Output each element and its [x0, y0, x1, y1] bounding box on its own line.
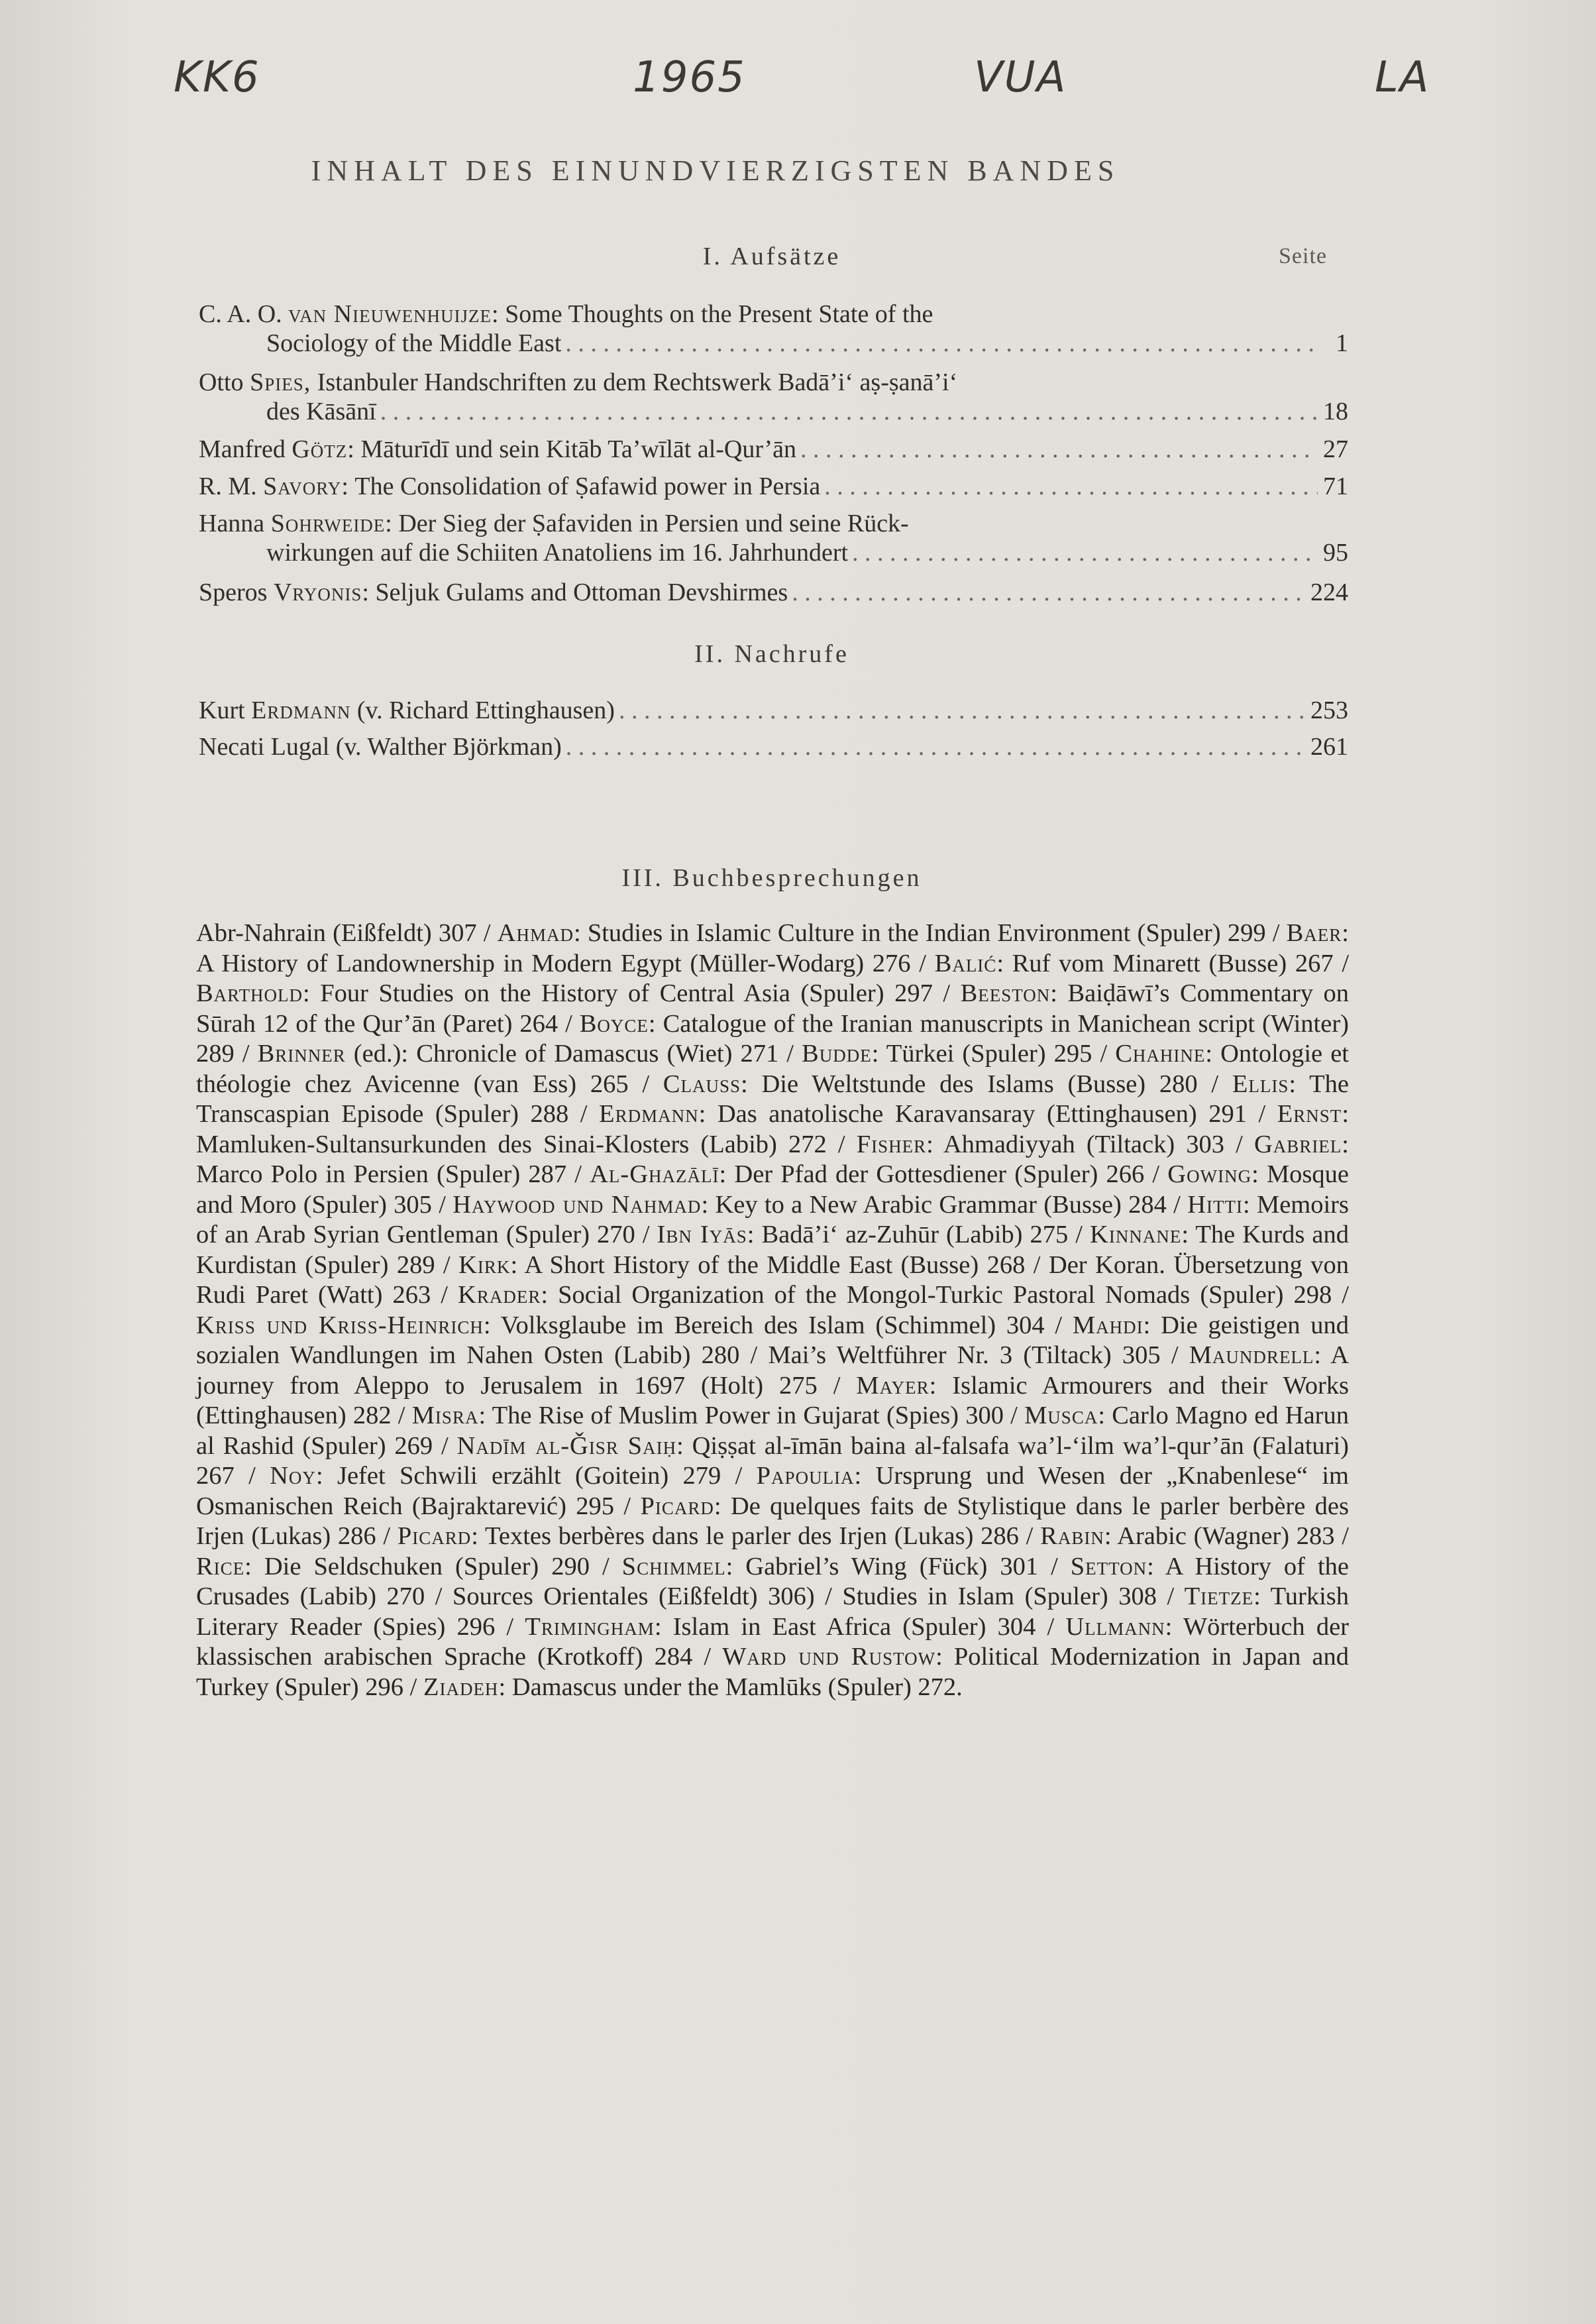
handwritten-mark-3: VUA: [974, 53, 1067, 102]
review-entry: Nadīm al-Ǧisr Saiḥ: Qiṣṣat al-īmān baina al-falsafa wa’l-‘ilm wa’l-qur’ān (Falaturi) 267: [196, 1431, 1349, 1490]
handwritten-mark-1: KK6: [174, 53, 260, 102]
review-text: Social Organization of the Mongol-Turkic Pastoral Nomads (Spuler) 298: [558, 1281, 1332, 1309]
review-text: A Short History of the Middle East (Busse) 268: [524, 1250, 1026, 1279]
handwritten-mark-2: 1965: [633, 53, 746, 102]
review-entry: Ahmad: Studies in Islamic Culture in the Indian Environment (Spuler) 299: [497, 919, 1266, 947]
review-entry: Noy: Jefet Schwili erzählt (Goitein) 279: [270, 1462, 721, 1490]
review-text: Four Studies on the History of Central Asia (Spuler) 297: [320, 979, 933, 1007]
review-entry: Setton: A History of the Crusades (Labib) 270: [196, 1552, 1350, 1610]
review-author: Mayer: [856, 1371, 930, 1400]
review-entry: Clauss: Die Weltstunde des Islams (Busse) 280: [663, 1070, 1198, 1098]
toc-entry: Hanna Sohrweide : Der Sieg der Ṣafaviden in Persien und seine Rück- wirkungen auf die Schiiten Anatoliens im 16. Jahrhundert . . . 95: [199, 509, 1348, 567]
review-author: Misra: [411, 1402, 479, 1429]
review-text: Badā’i‘ az-Zuhūr (Labib) 275: [761, 1221, 1069, 1248]
review-text: Ursprung und Wesen der „Knabenlese“ im Osmanischen Reich (Bajraktarević) 295: [196, 1462, 1349, 1520]
review-author: Hitti: [1187, 1190, 1243, 1219]
review-author: Boyce: [579, 1009, 649, 1038]
review-entry: Kriss und Kriss-Heinrich: Volksglaube im Bereich des Islam (Schimmel) 304: [196, 1311, 1045, 1339]
review-text: Catalogue of the Iranian manuscripts in Manichean script (Winter) 289: [196, 1009, 1349, 1068]
review-text: Die Weltstunde des Islams (Busse) 280: [761, 1070, 1198, 1098]
review-entry: Balić: Ruf vom Minarett (Busse) 267: [934, 949, 1334, 977]
review-text: Sources Orientales (Eißfeldt) 306): [452, 1582, 815, 1610]
review-author: Kirk: [458, 1250, 511, 1279]
review-text: Mamluken-Sultansurkunden des Sinai-Klosters (Labib) 272: [196, 1130, 827, 1158]
review-text: Volksglaube im Bereich des Islam (Schimmel) 304: [500, 1311, 1045, 1339]
review-text: Der Pfad der Gottesdiener (Spuler) 266: [734, 1160, 1145, 1188]
review-entry: Papoulia: Ursprung und Wesen der „Knabenlese“ im Osmanischen Reich (Bajraktarević) 295: [196, 1462, 1349, 1520]
review-text: De quelques faits de Stylistique dans le parler berbère des Irjen (Lukas) 286: [196, 1492, 1349, 1550]
book-reviews-paragraph: Abr-Nahrain (Eißfeldt) 307 / Ahmad: Studies in Islamic Culture in the Indian Environment (Spuler) 299 / Baer: A History of Landownership in Modern Egypt (Müller-Wodarg) 276 / Balić: Ruf vom Minarett (Busse) 267 / Barthold: Four Studies on the History of Central Asia (Spuler) 297 / Beeston: Baiḍāwī’s Commentary on Sūrah 12 of the Qur’ān (Paret) 264 / Boyce: Catalogue of the Iranian manuscripts in Manichean script (Winter) 289 / Brinner (ed.): Chronicle of Damascus (Wiet) 271 / Budde: Türkei (Spuler) 295 / Chahine: Ontologie et théologie chez Avicenne (van Ess) 265 / Clauss: Die Weltstunde des Islams (Busse) 280 / Ellis: The Transcaspian Episode (Spuler) 288 / Erdmann: Das anatolische Karavansaray (Ettinghausen) 291 / Ernst: Mamluken-Sultansurkunden des Sinai-Klosters (Labib) 272 / Fisher: Ahmadiyyah (Tiltack) 303 / Gabriel: Marco Polo in Persien (Spuler) 287 / Al-Ghazālī: Der Pfad der Gottesdiener (Spuler) 266 / Gowing: Mosque and Moro (Spuler) 305 / Haywood und Nahmad: Key to a New Arabic Grammar (Busse) 284 / Hitti: Memoirs of an Arab Syrian Gentleman (Spuler) 270 / Ibn Iyās: Badā’i‘ az-Zuhūr (Labib) 275 / Kinnane: The Kurds and Kurdistan (Spuler) 289 / Kirk: A Short History of the Middle East (Busse) 268 / Der Koran. Übersetzung von Rudi Paret (Watt) 263 / Krader: Social Organization of the Mongol-Turkic Pastoral Nomads (Spuler) 298 / Kriss und Kriss-Heinrich: Volksglaube im Bereich des Islam (Schimmel) 304 / Mahdi: Die geistigen und sozialen Wandlungen im Nahen Osten (Labib) 280 / Mai’s Weltführer Nr. 3 (Tiltack) 305 / Maundrell: A journey from Aleppo to Jerusalem in 1697 (Holt) 275 / Mayer: Islamic Armourers and their Works (Ettinghausen) 282 / Misra: The Rise of Muslim Power in Gujarat (Spies) 300 / Musca: Carlo Magno ed Harun al Rashid (Spuler) 269 / Nadīm al-Ǧisr Saiḥ: Qiṣṣat al-īmān baina al-falsafa wa’l-‘ilm wa’l-qur’ān (Falaturi) 267 / Noy: Jefet Schwili erzählt (Goitein) 279 / Papoulia: Ursprung und Wesen der „Knabenlese“ im Osmanischen Reich (Bajraktarević) 295 / Picard: De quelques faits de Stylistique dans le parler berbère des Irjen (Lukas) 286 / Picard: Textes berbères dans le parler des Irjen (Lukas) 286 / Rabin: Arabic (Wagner) 283 / Rice: Die Seldschuken (Spuler) 290 / Schimmel: Gabriel’s Wing (Fück) 301 / Setton: A History of the Crusades (Labib) 270 / Sources Orientales (Eißfeldt) 306) / Studies in Islam (Spuler) 308 / Tietze: Turkish Literary Reader (Spies) 296 / Trimingham: Islam in East Africa (Spuler) 304 / Ullmann: Wörterbuch der klassischen arabischen Sprache (Krotkoff) 284 / Ward und Rustow: Political Modernization in Japan and Turkey (Spuler) 296 / Ziadeh: Damascus under the Mamlūks (Spuler) 272.: [196, 919, 1350, 1701]
review-author: Musca: [1024, 1402, 1098, 1429]
toc-entry: C. A. O. van Nieuwenhuijze : Some Thoughts on the Present State of the Sociology of the Middle East . . . 1: [199, 300, 1348, 358]
review-entry: Ibn Iyās: Badā’i‘ az-Zuhūr (Labib) 275: [657, 1221, 1069, 1248]
review-entry: Picard: Textes berbères dans le parler des Irjen (Lukas) 286: [397, 1522, 1019, 1550]
review-text: Mai’s Weltführer Nr. 3 (Tiltack) 305: [768, 1341, 1161, 1369]
review-text: A History of Landownership in Modern Egypt (Müller-Wodarg) 276: [196, 949, 911, 977]
review-author: Krader: [458, 1281, 541, 1309]
review-entry: Brinner (ed.): Chronicle of Damascus (Wiet) 271: [257, 1040, 779, 1068]
review-entry: Ziadeh: Damascus under the Mamlūks (Spuler) 272.: [423, 1673, 963, 1701]
review-author: Balić: [934, 949, 997, 977]
review-text: A History of the Crusades (Labib) 270: [196, 1552, 1350, 1610]
review-entry: Hitti: Memoirs of an Arab Syrian Gentleman (Spuler) 270: [196, 1190, 1349, 1248]
review-author: Kinnane: [1090, 1221, 1182, 1248]
review-entry: Fisher: Ahmadiyyah (Tiltack) 303: [856, 1130, 1225, 1158]
review-entry: Schimmel: Gabriel’s Wing (Fück) 301: [621, 1552, 1039, 1580]
review-author: Maundrell: [1189, 1341, 1314, 1369]
review-entry: Ernst: Mamluken-Sultansurkunden des Sinai-Klosters (Labib) 272: [196, 1100, 1350, 1158]
review-entry: Krader: Social Organization of the Mongol-Turkic Pastoral Nomads (Spuler) 298: [458, 1281, 1332, 1309]
review-text: Memoirs of an Arab Syrian Gentleman (Spuler) 270: [196, 1190, 1349, 1248]
review-entry: [196, 919, 477, 947]
review-entry: Baer: A History of Landownership in Modern Egypt (Müller-Wodarg) 276: [196, 919, 1349, 977]
page-column-label: Seite: [1279, 244, 1327, 268]
section-heading-buchbesprechungen: III. Buchbesprechungen: [621, 864, 922, 892]
review-entry: Haywood und Nahmad: Key to a New Arabic Grammar (Busse) 284: [452, 1190, 1167, 1219]
review-text: Türkei (Spuler) 295: [886, 1040, 1092, 1068]
review-author: Ibn Iyās: [657, 1221, 747, 1248]
review-entry: [452, 1582, 815, 1610]
review-author: Fisher: [856, 1130, 927, 1158]
review-author: Setton: [1070, 1552, 1147, 1580]
review-author: Beeston: [960, 979, 1051, 1007]
review-text: Damascus under the Mamlūks (Spuler) 272.: [511, 1673, 963, 1701]
review-text: Ahmadiyyah (Tiltack) 303: [943, 1130, 1225, 1158]
review-text: A journey from Aleppo to Jerusalem in 1697 (Holt) 275: [196, 1341, 1349, 1400]
review-text: Wörterbuch der klassischen arabischen Sprache (Krotkoff) 284: [196, 1612, 1349, 1671]
review-entry: Kirk: A Short History of the Middle East (Busse) 268: [458, 1250, 1026, 1279]
toc-entry: Manfred Götz : Māturīdī und sein Kitāb Ta’wīlāt al-Qur’ān . . . 27: [199, 435, 1348, 464]
review-text: Das anatolische Karavansaray (Ettinghausen) 291: [717, 1100, 1247, 1128]
review-text: Baiḍāwī’s Commentary on Sūrah 12 of the Qur’ān (Paret) 264: [196, 979, 1350, 1038]
review-entry: Picard: De quelques faits de Stylistique dans le parler berbère des Irjen (Lukas) 286: [196, 1492, 1349, 1550]
review-author: Barthold: [196, 979, 303, 1007]
review-text: Abr-Nahrain (Eißfeldt) 307: [196, 919, 477, 947]
review-author: Ziadeh: [423, 1673, 499, 1701]
review-entry: Gabriel: Marco Polo in Persien (Spuler) 287: [196, 1130, 1349, 1188]
review-author: Rice: [196, 1552, 245, 1580]
toc-entry: R. M. Savory : The Consolidation of Ṣafawid power in Persia . . . 71: [199, 472, 1348, 501]
review-text: Islamic Armourers and their Works (Ettinghausen) 282: [196, 1371, 1350, 1429]
review-entry: Erdmann: Das anatolische Karavansaray (Ettinghausen) 291: [599, 1100, 1247, 1128]
review-text: The Transcaspian Episode (Spuler) 288: [196, 1070, 1349, 1128]
review-author: Chahine: [1115, 1040, 1206, 1068]
page-title: INHALT DES EINUNDVIERZIGSTEN BANDES: [311, 154, 1120, 187]
review-entry: Tietze: Turkish Literary Reader (Spies) 296: [196, 1582, 1349, 1641]
review-author: Ahmad: [497, 919, 574, 947]
review-entry: Ullmann: Wörterbuch der klassischen arabischen Sprache (Krotkoff) 284: [196, 1612, 1349, 1671]
review-author: Al-Ghazālī: [590, 1160, 719, 1188]
review-entry: Musca: Carlo Magno ed Harun al Rashid (Spuler) 269: [196, 1402, 1349, 1460]
section-heading-nachrufe: II. Nachrufe: [694, 640, 849, 668]
review-text: Jefet Schwili erzählt (Goitein) 279: [337, 1462, 721, 1490]
toc-entry: Speros Vryonis : Seljuk Gulams and Ottoman Devshirmes . . . 224: [199, 578, 1348, 607]
review-text: Arabic (Wagner) 283: [1117, 1522, 1335, 1550]
review-text: Der Koran. Übersetzung von Rudi Paret (Watt) 263: [196, 1250, 1350, 1309]
toc-entry: Otto Spies, Istanbuler Handschriften zu dem Rechtswerk Badā’i‘ aṣ-ṣanā’i‘ des Kāsānī . . . 18: [199, 368, 1348, 426]
review-entry: Ellis: The Transcaspian Episode (Spuler) 288: [196, 1070, 1349, 1128]
review-entry: Chahine: Ontologie et théologie chez Avicenne (van Ess) 265: [196, 1040, 1349, 1098]
review-entry: Gowing: Mosque and Moro (Spuler) 305: [196, 1160, 1349, 1219]
review-entry: [842, 1582, 1157, 1610]
review-entry: Rabin: Arabic (Wagner) 283: [1040, 1522, 1335, 1550]
review-author: Picard: [397, 1522, 472, 1550]
review-author: Tietze: [1184, 1582, 1254, 1610]
review-text: Islam in East Africa (Spuler) 304: [672, 1612, 1036, 1641]
review-entry: Barthold: Four Studies on the History of Central Asia (Spuler) 297: [196, 979, 933, 1007]
review-author: Budde: [802, 1040, 872, 1068]
review-author: Trimingham: [525, 1612, 655, 1641]
handwritten-mark-4: LA: [1375, 53, 1430, 102]
review-author: Nadīm al-Ǧisr Saiḥ: [456, 1431, 677, 1460]
review-author: Ellis: [1232, 1070, 1289, 1098]
review-text: Die Seldschuken (Spuler) 290: [264, 1552, 590, 1580]
review-text: Studies in Islam (Spuler) 308: [842, 1582, 1157, 1610]
review-text: Carlo Magno ed Harun al Rashid (Spuler) 269: [196, 1402, 1349, 1460]
review-text: The Rise of Muslim Power in Gujarat (Spies) 300: [492, 1402, 1004, 1429]
review-entry: Kinnane: The Kurds and Kurdistan (Spuler) 289: [196, 1221, 1349, 1279]
review-entry: Boyce: Catalogue of the Iranian manuscripts in Manichean script (Winter) 289: [196, 1009, 1349, 1068]
review-entry: Trimingham: Islam in East Africa (Spuler) 304: [525, 1612, 1036, 1641]
review-author: Kriss und Kriss-Heinrich: [196, 1311, 484, 1339]
review-text: Ruf vom Minarett (Busse) 267: [1012, 949, 1334, 977]
review-author: Ernst: [1277, 1100, 1342, 1128]
review-author: Mahdi: [1072, 1311, 1144, 1339]
toc-entry: Kurt Erdmann (v. Richard Ettinghausen) . . . 253: [199, 696, 1348, 725]
review-author: Ward und Rustow: [722, 1643, 936, 1671]
review-text: Key to a New Arabic Grammar (Busse) 284: [715, 1190, 1167, 1219]
review-text: Marco Polo in Persien (Spuler) 287: [196, 1160, 567, 1188]
review-text: Chronicle of Damascus (Wiet) 271: [416, 1040, 779, 1068]
review-author: Brinner: [257, 1040, 346, 1068]
review-text: Ontologie et théologie chez Avicenne (van Ess) 265: [196, 1040, 1349, 1098]
review-author: Noy: [270, 1462, 316, 1490]
review-entry: Misra: The Rise of Muslim Power in Gujarat (Spies) 300: [411, 1402, 1004, 1429]
review-text: Qiṣṣat al-īmān baina al-falsafa wa’l-‘ilm wa’l-qur’ān (Falaturi) 267: [196, 1431, 1349, 1490]
review-entry: Ward und Rustow: Political Modernization in Japan and Turkey (Spuler) 296: [196, 1643, 1349, 1701]
review-entry: Al-Ghazālī: Der Pfad der Gottesdiener (Spuler) 266: [590, 1160, 1145, 1188]
section-heading-aufsaetze: I. Aufsätze: [702, 243, 841, 270]
review-entry: Maundrell: A journey from Aleppo to Jerusalem in 1697 (Holt) 275: [196, 1341, 1349, 1400]
review-entry: Rice: Die Seldschuken (Spuler) 290: [196, 1552, 590, 1580]
review-author: Rabin: [1040, 1522, 1104, 1550]
review-author: Schimmel: [621, 1552, 726, 1580]
review-entry: [768, 1341, 1160, 1369]
review-text: Textes berbères dans le parler des Irjen (Lukas) 286: [485, 1522, 1019, 1550]
review-text: Studies in Islamic Culture in the Indian Environment (Spuler) 299: [587, 919, 1266, 947]
review-author: Papoulia: [756, 1462, 855, 1490]
toc-entry: Necati Lugal (v. Walther Björkman) . . . 261: [199, 732, 1348, 761]
review-author: Erdmann: [599, 1100, 699, 1128]
review-author: Gabriel: [1254, 1130, 1342, 1158]
review-author: Baer: [1286, 919, 1342, 947]
review-author: Haywood und Nahmad: [452, 1190, 702, 1219]
review-entry: Mahdi: Die geistigen und sozialen Wandlungen im Nahen Osten (Labib) 280: [196, 1311, 1349, 1369]
review-entry: Mayer: Islamic Armourers and their Works (Ettinghausen) 282: [196, 1371, 1350, 1429]
review-entry: Budde: Türkei (Spuler) 295: [802, 1040, 1092, 1068]
review-text: Political Modernization in Japan and Turkey (Spuler) 296: [196, 1643, 1349, 1701]
review-text: The Kurds and Kurdistan (Spuler) 289: [196, 1221, 1349, 1279]
review-text: Die geistigen und sozialen Wandlungen im Nahen Osten (Labib) 280: [196, 1311, 1349, 1369]
review-text: Mosque and Moro (Spuler) 305: [196, 1160, 1349, 1219]
review-author: Picard: [640, 1492, 714, 1520]
review-text: Gabriel’s Wing (Fück) 301: [745, 1552, 1039, 1580]
review-author: Clauss: [663, 1070, 741, 1098]
review-author: Gowing: [1167, 1160, 1252, 1188]
review-entry: Beeston: Baiḍāwī’s Commentary on Sūrah 12 of the Qur’ān (Paret) 264: [196, 979, 1350, 1038]
review-author: Ullmann: [1065, 1612, 1165, 1641]
review-author-suffix: (ed.): [345, 1040, 401, 1068]
review-text: Turkish Literary Reader (Spies) 296: [196, 1582, 1349, 1641]
